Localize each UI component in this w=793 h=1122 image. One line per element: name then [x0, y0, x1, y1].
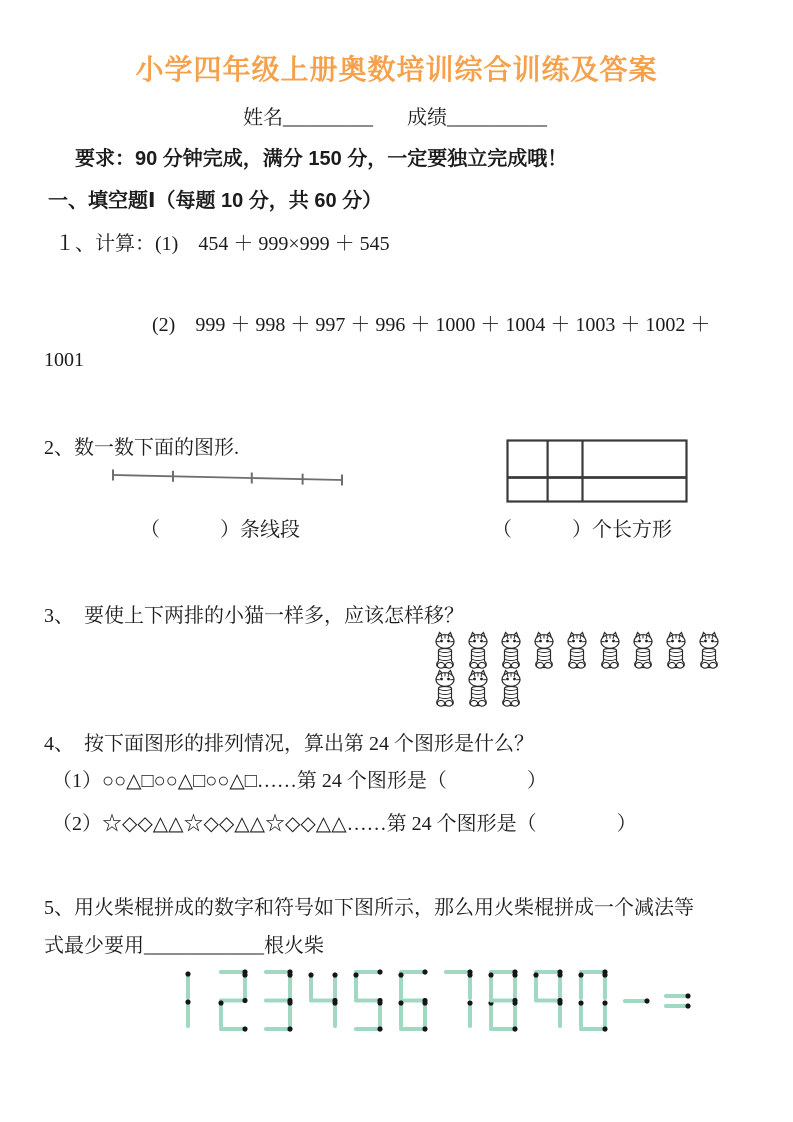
cat-icon — [528, 631, 559, 669]
matchstick-char — [352, 967, 384, 1035]
matchstick-char — [622, 967, 650, 1035]
cat-icon — [429, 631, 460, 669]
matchstick-char — [172, 967, 204, 1035]
matchstick-char — [397, 967, 429, 1035]
page-title: 小学四年级上册奥数培训综合训练及答案 — [135, 54, 658, 85]
matchstick-char — [532, 967, 564, 1035]
question-5-line-1: 5、用火柴棍拼成的数字和符号如下图所示，那么用火柴棍拼成一个减法等 — [44, 897, 694, 919]
matchstick-char — [487, 967, 519, 1035]
matchstick-char — [577, 967, 609, 1035]
cat-icon — [627, 631, 658, 669]
cat-icon — [495, 669, 526, 707]
question-1-line-1: １、计算：(1) 454 ＋ 999×999 ＋ 545 — [55, 233, 390, 255]
matchstick-char — [663, 967, 691, 1035]
matchstick-char — [262, 967, 294, 1035]
question-1-line-2: (2) 999 ＋ 998 ＋ 997 ＋ 996 ＋ 1000 ＋ 1004 ＋ 1003 ＋ 1002 ＋ — [152, 314, 711, 336]
question-4-label: 4、 按下面图形的排列情况，算出第 24 个图形是什么？ — [44, 733, 534, 755]
matchstick-char — [307, 967, 339, 1035]
question-3-label: 3、 要使上下两排的小猫一样多，应该怎样移？ — [44, 605, 464, 627]
question-2-answer-segments: （ ）条线段 — [140, 519, 300, 541]
cat-icon — [594, 631, 625, 669]
cat-icon — [429, 669, 460, 707]
line-segment-figure — [110, 464, 350, 499]
cat-icon — [462, 631, 493, 669]
cat-icon — [495, 631, 526, 669]
cats-figure — [429, 631, 731, 707]
question-2-label: 2、数一数下面的图形. — [44, 437, 239, 459]
cat-icon — [462, 669, 493, 707]
divided-rectangle-figure — [506, 439, 689, 509]
score-blank: __________ — [447, 107, 547, 129]
question-2-answer-rectangles: （ ）个长方形 — [492, 519, 672, 541]
cat-icon — [561, 631, 592, 669]
question-5-line-2: 式最少要用____________根火柴 — [44, 935, 324, 957]
cat-row-bottom — [429, 669, 731, 707]
question-4-item-1: （1）○○△□○○△□○○△□……第 24 个图形是（ ） — [52, 770, 547, 792]
section-1-heading: 一、填空题Ⅰ（每题 10 分，共 60 分） — [48, 190, 383, 212]
name-label: 姓名 — [243, 107, 283, 129]
cat-row-top — [429, 631, 731, 669]
matchstick-char — [442, 967, 474, 1035]
name-score-line — [243, 101, 547, 130]
cat-icon — [660, 631, 691, 669]
matchstick-digits-figure — [172, 967, 691, 1035]
name-blank: _________ — [283, 107, 373, 129]
question-4-item-2: （2）☆◇◇△△☆◇◇△△☆◇◇△△……第 24 个图形是（ ） — [52, 813, 637, 835]
requirement-line: 要求：90 分钟完成，满分 150 分，一定要独立完成哦！ — [75, 148, 568, 170]
question-1-line-3: 1001 — [44, 349, 84, 371]
matchstick-char — [217, 967, 249, 1035]
score-label: 成绩 — [407, 107, 447, 129]
cat-icon — [693, 631, 724, 669]
